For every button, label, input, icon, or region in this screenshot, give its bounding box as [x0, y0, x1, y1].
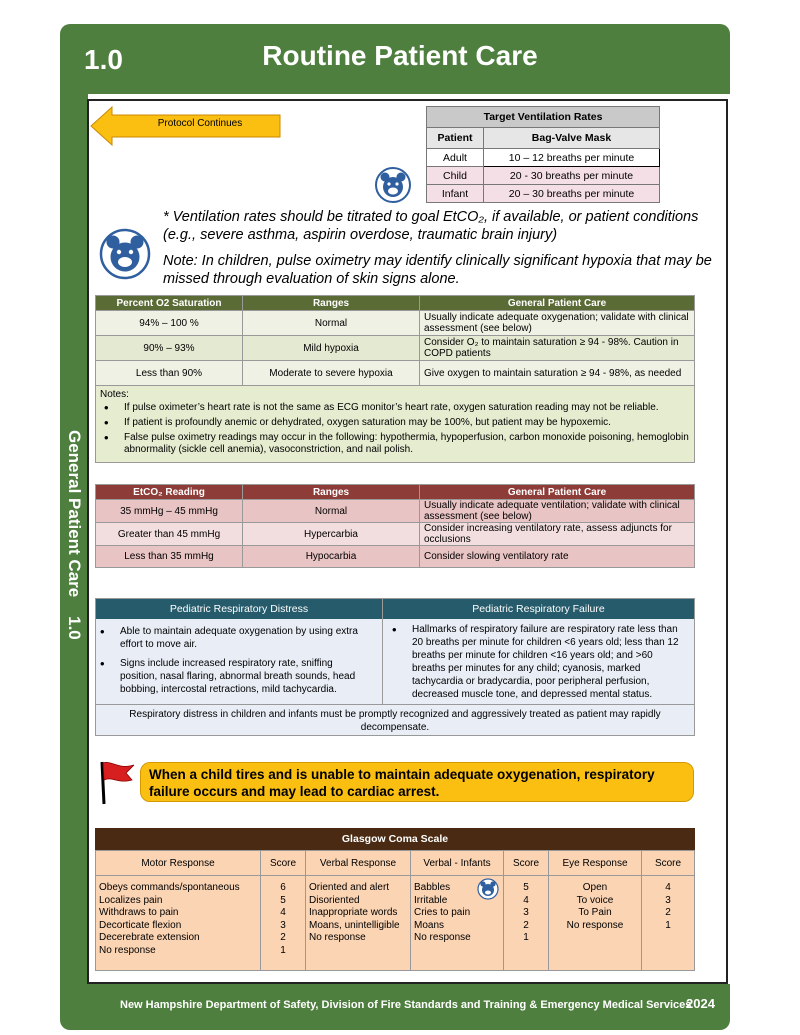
- red-flag-icon: [96, 758, 136, 806]
- etco2-range: Hypocarbia: [243, 546, 420, 568]
- pediatric-bear-icon: [99, 228, 151, 280]
- ventilation-note: * Ventilation rates should be titrated to goal EtCO₂, if available, or patient conditions (e.g., severe asthma, aspirin overdose, traumatic brain injury): [163, 209, 699, 243]
- pediatric-distress-title: Pediatric Respiratory Distress: [96, 599, 383, 619]
- table-row: [96, 311, 695, 336]
- protocol-continues-arrow[interactable]: [90, 106, 282, 146]
- gcs-eye-score: 3: [665, 894, 671, 906]
- o2-saturation: 94% – 100 %: [96, 311, 243, 336]
- gcs-eye-item: Open: [582, 882, 608, 893]
- pediatric-bear-icon: [375, 167, 411, 203]
- etco2-reading: Greater than 45 mmHg: [96, 523, 243, 546]
- gcs-header-score: Score: [504, 851, 549, 876]
- gcs-motor-item: Obeys commands/spontaneous: [99, 882, 240, 893]
- ventilation-rate: 20 – 30 breaths per minute: [484, 185, 660, 203]
- table-row: [96, 500, 695, 523]
- gcs-verbal-item: Moans, unintelligible: [309, 919, 400, 931]
- gcs-verbal-infant-item: Moans: [414, 919, 445, 931]
- gcs-verbal-score: 2: [523, 919, 529, 931]
- table-row: [96, 361, 695, 386]
- gcs-motor-score: 3: [280, 919, 286, 931]
- pediatric-footer: Respiratory distress in children and infants must be promptly recognized and aggressively treated as patient may rapidly decompensate.: [96, 704, 694, 735]
- etco2-header-care: General Patient Care: [420, 485, 695, 500]
- gcs-title: Glasgow Coma Scale: [95, 828, 695, 850]
- etco2-range: Normal: [243, 500, 420, 523]
- o2-note-item: • False pulse oximetry readings may occur in the following: hypothermia, hypoperfusion, carbon monoxide poisoning, hemoglobin abnormality (sickle cell anemia), vasoconstriction, and nail polish.: [100, 432, 690, 456]
- column-divider: [382, 619, 383, 704]
- pediatric-failure-column: [388, 619, 688, 707]
- gcs-verbal-score: 3: [523, 907, 529, 919]
- gcs-motor-score: 4: [280, 907, 286, 919]
- ventilation-table: [426, 106, 660, 203]
- gcs-motor-item: No response: [99, 944, 156, 956]
- ventilation-patient: Child: [427, 167, 484, 185]
- gcs-motor-score: 2: [280, 932, 286, 944]
- etco2-care: Usually indicate adequate ventilation; validate with clinical assessment (see below): [420, 500, 695, 523]
- warning-callout: When a child tires and is unable to maintain adequate oxygenation, respiratory failure occurs and may lead to cardiac arrest.: [140, 762, 694, 802]
- gcs-eye-item: To Pain: [578, 907, 612, 919]
- gcs-motor-score: 5: [280, 894, 286, 906]
- gcs-motor-score: 1: [280, 944, 286, 956]
- page-title: Routine Patient Care: [262, 40, 538, 71]
- pediatric-failure-title: Pediatric Respiratory Failure: [383, 599, 694, 619]
- o2-range: Moderate to severe hypoxia: [243, 361, 420, 386]
- gcs-motor-item: Decerebrate extension: [99, 932, 200, 944]
- ventilation-header-bvm: Bag-Valve Mask: [484, 128, 660, 149]
- gcs-verbal-item: Inappropriate words: [309, 907, 398, 919]
- gcs-verbal-score: 5: [523, 882, 529, 893]
- gcs-eye-score: 1: [665, 919, 671, 931]
- gcs-motor-item: Withdraws to pain: [99, 907, 179, 919]
- ventilation-rate: 10 – 12 breaths per minute: [484, 149, 660, 167]
- footer-text: New Hampshire Department of Safety, Division of Fire Standards and Training & Emergency Medical Services: [120, 999, 692, 1011]
- table-row: [96, 546, 695, 568]
- pediatric-bear-icon: [477, 878, 499, 900]
- gcs-eye-score: 2: [665, 907, 671, 919]
- footer-year: 2024: [686, 996, 715, 1011]
- ventilation-header-patient: Patient: [427, 128, 484, 149]
- o2-notes-label: Notes:: [100, 389, 129, 400]
- gcs-eye-item: No response: [566, 919, 624, 931]
- gcs-motor-item: Localizes pain: [99, 894, 163, 906]
- o2-note-item: • If patient is profoundly anemic or dehydrated, oxygen saturation may be 100%, but patient may be hypoxemic.: [100, 417, 690, 429]
- o2-notes: [95, 385, 695, 463]
- gcs-header-score: Score: [642, 851, 695, 876]
- gcs-header-score: Score: [261, 851, 306, 876]
- etco2-care: Consider increasing ventilatory rate, assess adjuncts for occlusions: [420, 523, 695, 546]
- etco2-care: Consider slowing ventilatory rate: [420, 546, 695, 568]
- gcs-verbal-infant-item: Babbles: [414, 882, 451, 893]
- etco2-range: Hypercarbia: [243, 523, 420, 546]
- o2-saturation-table: [95, 295, 695, 386]
- ventilation-patient: Infant: [427, 185, 484, 203]
- ventilation-rate: 20 - 30 breaths per minute: [484, 167, 660, 185]
- pediatric-respiratory-box: [95, 598, 695, 736]
- gcs-header-eye: Eye Response: [549, 851, 642, 876]
- o2-range: Normal: [243, 311, 420, 336]
- ventilation-patient: Adult: [427, 149, 484, 167]
- gcs-motor-score: 6: [280, 882, 286, 893]
- o2-care: Usually indicate adequate oxygenation; validate with clinical assessment (see below): [420, 311, 695, 336]
- pediatric-distress-item: • Signs include increased respiratory rate, sniffing position, nasal flaring, abnormal breath sounds, head bobbing, intercostal retractions, mild tachycardia.: [96, 657, 372, 696]
- o2-saturation: 90% – 93%: [96, 336, 243, 361]
- side-label: General Patient Care 1.0: [65, 430, 84, 640]
- pediatric-note: Note: In children, pulse oximetry may identify clinically significant hypoxia that may be missed through evaluation of skin signs alone.: [163, 253, 712, 287]
- gcs-eye-item: To voice: [576, 894, 614, 906]
- table-row: [96, 336, 695, 361]
- protocol-continues-label: Protocol Continues: [157, 118, 243, 129]
- o2-range: Mild hypoxia: [243, 336, 420, 361]
- o2-saturation: Less than 90%: [96, 361, 243, 386]
- gcs-verbal-item: Disoriented: [309, 894, 360, 906]
- o2-note-item: • If pulse oximeter’s heart rate is not the same as ECG monitor’s heart rate, oxygen saturation reading may not be reliable.: [100, 402, 690, 414]
- etco2-header-reading: EtCO₂ Reading: [96, 485, 243, 500]
- gcs-verbal-infant-item: Irritable: [414, 894, 448, 906]
- pediatric-distress-column: [96, 621, 372, 702]
- gcs-verbal-item: Oriented and alert: [309, 882, 390, 893]
- table-row: [427, 167, 660, 185]
- o2-header-saturation: Percent O2 Saturation: [96, 296, 243, 311]
- pediatric-failure-item: • Hallmarks of respiratory failure are respiratory rate less than 20 breaths per minute for children <6 years old; less than 12 breaths per minute for children <16 years old; and >60 breaths per minutes for any child; cyanosis, marked tachycardia or bradycardia, poor peripheral perfusion, decreased muscle tone, and depressed mental status.: [388, 623, 688, 701]
- gcs-verbal-infant-item: No response: [414, 932, 471, 944]
- gcs-table: [95, 850, 695, 971]
- gcs-verbal-score: 4: [523, 894, 529, 906]
- gcs-header-motor: Motor Response: [96, 851, 261, 876]
- etco2-table: [95, 484, 695, 568]
- section-number: 1.0: [84, 44, 123, 75]
- pediatric-distress-item: • Able to maintain adequate oxygenation by using extra effort to move air.: [96, 625, 372, 651]
- gcs-verbal-infant-item: Cries to pain: [414, 907, 471, 919]
- gcs-verbal-score: 1: [523, 932, 529, 944]
- table-row: [96, 523, 695, 546]
- table-row: [427, 185, 660, 203]
- etco2-header-ranges: Ranges: [243, 485, 420, 500]
- etco2-reading: 35 mmHg – 45 mmHg: [96, 500, 243, 523]
- o2-header-care: General Patient Care: [420, 296, 695, 311]
- gcs-verbal-item: No response: [309, 932, 366, 944]
- gcs-motor-item: Decorticate flexion: [99, 919, 182, 931]
- o2-care: Give oxygen to maintain saturation ≥ 94 - 98%, as needed: [420, 361, 695, 386]
- etco2-reading: Less than 35 mmHg: [96, 546, 243, 568]
- ventilation-title: Target Ventilation Rates: [427, 107, 660, 128]
- o2-header-ranges: Ranges: [243, 296, 420, 311]
- table-row: [427, 149, 660, 167]
- gcs-header-verbal-infants: Verbal - Infants: [411, 851, 504, 876]
- gcs-eye-score: 4: [665, 882, 671, 893]
- gcs-header-verbal: Verbal Response: [306, 851, 411, 876]
- o2-care: Consider O₂ to maintain saturation ≥ 94 - 98%. Caution in COPD patients: [420, 336, 695, 361]
